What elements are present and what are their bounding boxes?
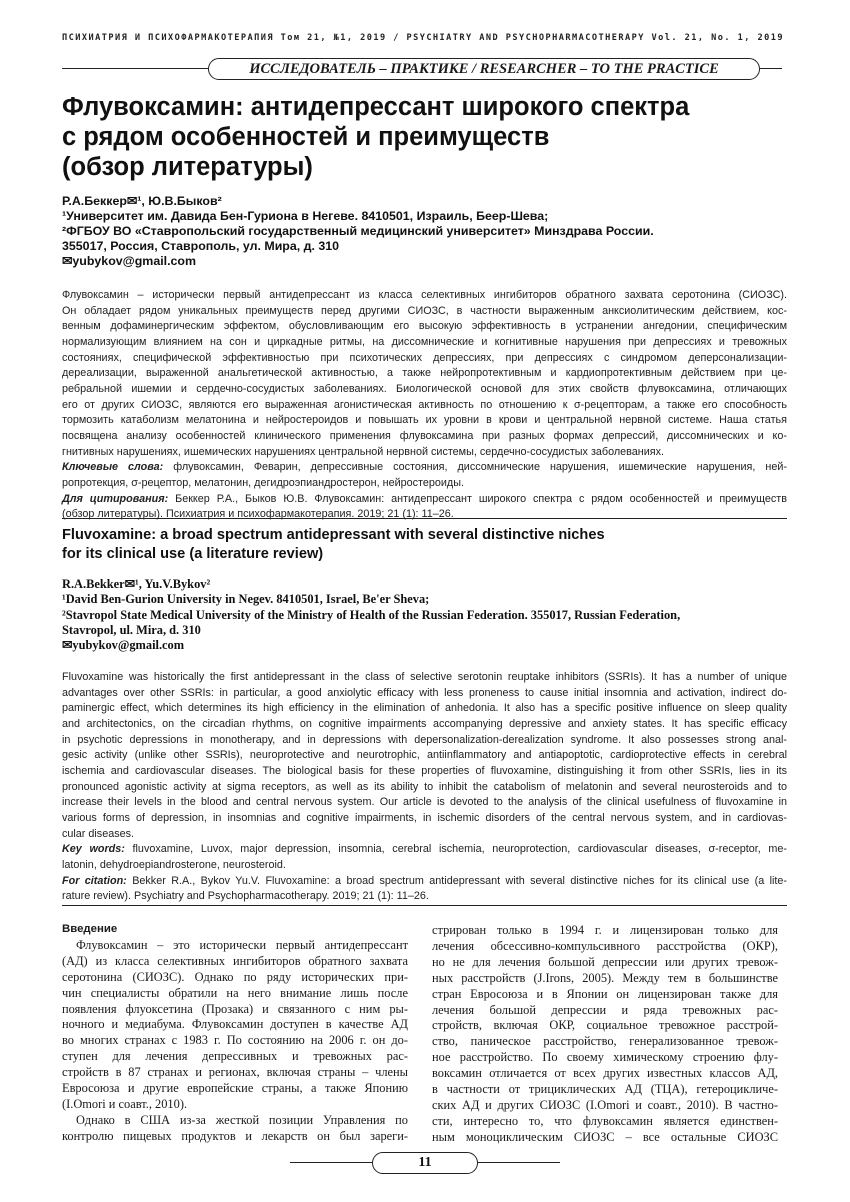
citation-ru <box>62 492 787 508</box>
divider-rule <box>62 518 787 519</box>
citation-en <box>62 874 787 890</box>
authors-ru <box>62 194 792 269</box>
body-line: лечения обсессивно-компульсивного расстройства (ОКР), <box>432 938 778 953</box>
body-column-left <box>62 922 408 1145</box>
body-line: ным моноциклическим СИОЗС – все остальные СИОЗС <box>432 1129 778 1144</box>
body-line: Евросоюза и другие европейские страны, а также Японию <box>62 1081 408 1096</box>
abstract-line: Флувоксамин – исторически первый антидепрессант из класса селективных ингибиторов обратного захвата серотонина (СИОЗС). <box>62 289 787 301</box>
body-line: стрирован только в 1994 г. и лицензирован только для <box>432 923 778 937</box>
keywords-label: Ключевые слова: <box>62 461 164 474</box>
section-banner <box>62 58 782 80</box>
divider-rule <box>62 905 787 906</box>
body-line: ство, паническое расстройство, генерализованное тревож- <box>432 1034 778 1049</box>
title-line: с рядом особенностей и преимуществ <box>62 123 550 151</box>
affiliation-line: ²ФГБОУ ВО «Ставропольский государственный медицинский университет» Минздрава России. <box>62 224 654 238</box>
abstract-line: pronounced agonistic activity at sigma receptors, as well as its ability to inhibit the catabolism of melatonin and several neurosteroids and to <box>62 780 787 793</box>
body-line: в частности от трициклических АД (ТЦА), гетероцикличе- <box>432 1082 778 1097</box>
citation-text: Беккер Р.А., Быков Ю.В. Флувоксамин: антидепрессант широкого спектра с рядом особенностей и преимуществ <box>168 492 787 505</box>
keywords-ru <box>62 460 787 476</box>
body-line: ступен для лечения депрессивных и тревожных рас- <box>62 1049 408 1064</box>
keywords-text: флувоксамин, Феварин, депрессивные состояния, диссомнические нарушения, ишемические нарушения, ней- <box>163 461 787 474</box>
citation-line: (обзор литературы). Психиатрия и психофармакотерапия. 2019; 21 (1): 11–26. <box>62 508 454 521</box>
abstract-line: ребральной ишемии и сердечно-сосудистых заболеваниях. Биологической основой для этих свойств флувоксамина, отличающих <box>62 382 787 395</box>
keywords-text: fluvoxamine, Luvox, major depression, insomnia, cerebral ischemia, neuroprotection, cardiovascular diseases, σ-receptor, me- <box>124 843 788 856</box>
title-line: Fluvoxamine: a broad spectrum antidepressant with several distinctive niches <box>62 527 605 543</box>
body-line: появления флуоксетина (Прозака) и связанного с ним ры- <box>62 1001 408 1016</box>
title-line: (обзор литературы) <box>62 153 313 181</box>
author-names: R.A.Bekker✉¹, Yu.V.Bykov² <box>62 577 211 591</box>
citation-label: For citation: <box>62 874 127 887</box>
citation-label: Для цитирования: <box>62 492 169 505</box>
keywords-label: Key words: <box>62 843 125 856</box>
body-line: стран Евросоюза и в Японии он лицензирован также для <box>432 986 778 1001</box>
keywords-en <box>62 842 787 858</box>
body-line: лечения большой депрессии и ряда тревожных рас- <box>432 1002 778 1017</box>
running-head: ПСИХИАТРИЯ И ПСИХОФАРМАКОТЕРАПИЯ Том 21, №1, 2019 / PSYCHIATRY AND PSYCHOPHARMACOTHERAPY Vol. 21, No. 1, 2019 <box>62 33 785 43</box>
authors-en <box>62 577 792 653</box>
author-names: Р.А.Беккер✉¹, Ю.В.Быков² <box>62 194 222 208</box>
section-label: ИССЛЕДОВАТЕЛЬ – ПРАКТИКЕ / RESEARCHER – TO THE PRACTICE <box>208 58 760 80</box>
body-line: Однако в США из-за жесткой позиции Управления по <box>76 1112 408 1127</box>
body-line: (I.Omori и соавт., 2010). <box>62 1096 188 1111</box>
body-line: сти, интересно то, что флувоксамин является единствен- <box>432 1113 778 1128</box>
title-line: Флувоксамин: антидепрессант широкого спектра <box>62 93 690 121</box>
body-line: ночного и медиабума. Флувоксамин доступен в качестве АД <box>62 1017 408 1032</box>
citation-text: Bekker R.A., Bykov Yu.V. Fluvoxamine: a broad spectrum antidepressant with several distinctive niches for its clinical use (a lite- <box>126 874 788 887</box>
abstract-line: gesic activity (unlike other SSRIs), neuroprotective and neurotrophic, antiinflammatory and antiapoptotic, cardioprotective effects in cerebral <box>62 749 787 762</box>
abstract-line: посвящена анализу особенностей клинического применения флувоксамина при разных формах депрессий, диссомнических и ко- <box>62 429 787 442</box>
title-line: for its clinical use (a literature review) <box>62 546 324 562</box>
abstract-line: increase their levels in the blood and central nervous system. Our article is devoted to the analysis of the clinical usefulness of fluvoxamine in <box>62 796 787 809</box>
article-title-en <box>62 526 792 564</box>
abstract-line: in psychotic depressions in monotherapy, and in depressions with depersonalization-derealization syndrome. It also possesses strong anal- <box>62 733 787 746</box>
affiliation-line: ²Stavropol State Medical University of the Ministry of Health of the Russian Federation. 355017, Russian Federation, <box>62 607 681 622</box>
body-line: во многих странах с 1983 г. По состоянию на 2006 г. он до- <box>62 1033 408 1048</box>
abstract-line: дереализации, выраженной анальгетической активностью, а также нейропротективным и кардиопротективным действием при це- <box>62 367 787 380</box>
body-line: серотонина (СИОЗС). Однако по ряду исторических при- <box>62 969 408 984</box>
body-line: (АД) из класса селективных ингибиторов обратного захвата <box>62 953 408 968</box>
article-title-ru <box>62 92 792 182</box>
abstract-line: тормозить катаболизм мелатонина и нейростероидов и повышать их уровни в крови и центральной нервной системе. Наша статья <box>62 414 787 427</box>
citation-line: rature review). Psychiatry and Psychopharmacotherapy. 2019; 21 (1): 11–26. <box>62 890 429 903</box>
body-line: чин специалисты обратили на него внимание лишь после <box>62 985 408 1000</box>
keywords-line: latonin, dehydroepiandrosterone, neurosteroid. <box>62 858 286 871</box>
abstract-line: and architectonics, on the circadian rhythms, on cognitive impairments accompanying depressive and anxiety states. It has specific efficacy <box>62 717 787 730</box>
body-line: ских АД и других СИОЗС (I.Omori и соавт., 2010). В частно- <box>432 1097 778 1112</box>
abstract-line: его от других СИОЗС, являются его выраженная агонистическая активность по отношению к σ-рецепторам, а также его способность <box>62 398 787 411</box>
abstract-line: Он обладает рядом уникальных преимуществ перед другими СИОЗС, в частности выраженным анксиолитическим действием, кос- <box>62 304 787 317</box>
abstract-line: cular diseases. <box>62 827 135 840</box>
abstract-line: венным дофаминергическим эффектом, обусловливающим его высокую эффективность в устранении ангедонии, специфическим <box>62 320 787 333</box>
author-email[interactable]: ✉yubykov@gmail.com <box>62 638 185 653</box>
affiliation-line: 355017, Россия, Ставрополь, ул. Мира, д. 310 <box>62 239 340 253</box>
abstract-line: состояниях, специфической эффективностью при психотических депрессиях, при депрессиях с синдромом деперсонализации- <box>62 351 787 364</box>
abstract-line: ischemia and cardiovascular diseases. The biological basis for these properties of fluvoxamine, distinguishing it from other SSRIs, lies in its <box>62 764 787 777</box>
abstract-line: Fluvoxamine was historically the first antidepressant in the class of selective serotonin reuptake inhibitors (SSRIs). It has a number of unique <box>62 671 787 683</box>
body-line: ных расстройств (J.Irons, 2005). Между тем в большинстве <box>432 970 778 985</box>
page-number: 11 <box>372 1152 478 1174</box>
body-column-right <box>432 923 778 1146</box>
body-line: но не для лечения большой депрессии или других тревож- <box>432 954 778 969</box>
abstract-ru <box>62 288 787 523</box>
keywords-line: ропротекция, σ-рецептор, мелатонин, дегидроэпиандростерон, нейростероиды. <box>62 476 464 489</box>
abstract-line: various forms of depression, in insomnias and cognitive impairments, in ischemic disorders of the central nervous system, and in cardiovas- <box>62 811 787 824</box>
affiliation-line: ¹Университет им. Давида Бен-Гуриона в Негеве. 8410501, Израиль, Беер-Шева; <box>62 209 549 223</box>
affiliation-line: ¹David Ben-Gurion University in Negev. 8410501, Israel, Be'er Sheva; <box>62 592 430 607</box>
page-footer <box>290 1152 560 1174</box>
author-email[interactable]: ✉yubykov@gmail.com <box>62 254 197 268</box>
affiliation-line: Stavropol, ul. Mira, d. 310 <box>62 622 201 637</box>
abstract-line: advantages over other SSRIs: in particular, a good anxiolytic efficacy with less proneness to cause initial insomnia and activation, indirect do- <box>62 686 787 699</box>
abstract-line: гнитивных нарушениях, ишемических нарушениях центральной нервной системы, сердечно-сосудистых заболеваниях. <box>62 445 665 458</box>
body-line: ное расстройство. По своему химическому строению флу- <box>432 1050 778 1065</box>
abstract-line: нормализующим влиянием на сон и циркадные ритмы, на диссомнические и когнитивные нарушения при депрессиях и тревожных <box>62 335 787 348</box>
abstract-en <box>62 670 787 905</box>
body-line: стройств в 87 странах и регионах, включая страны – члены <box>62 1065 408 1080</box>
section-heading-introduction: Введение <box>62 923 118 935</box>
body-line: Флувоксамин – это исторически первый антидепрессант <box>76 937 408 952</box>
body-line: стройств, включая ОКР, социальное тревожное расстрой- <box>432 1018 778 1033</box>
body-line: контролю пищевых продуктов и лекарств он был зареги- <box>62 1128 408 1143</box>
body-line: воксамин отличается от всех других известных классов АД, <box>432 1066 778 1081</box>
abstract-line: paminergic effect, which determines its high efficiency in the elimination of anhedonia. It also has a specific positive influence on sleep quality <box>62 702 787 715</box>
